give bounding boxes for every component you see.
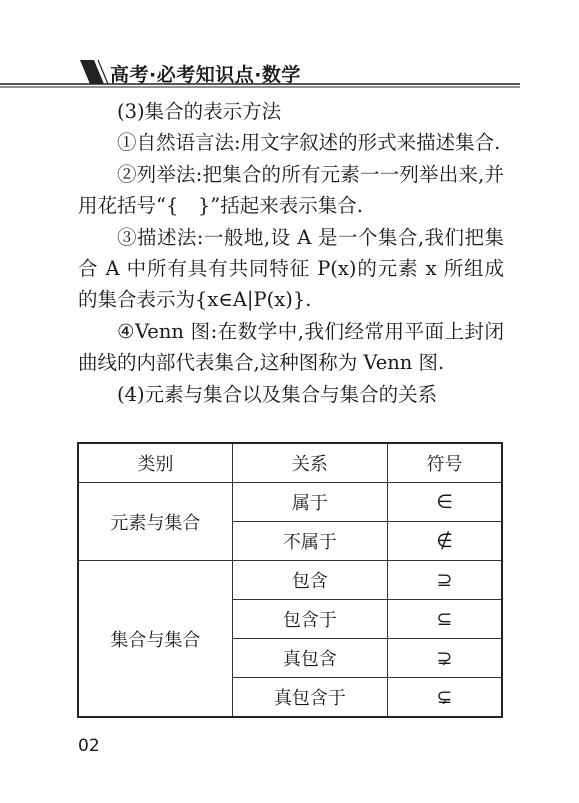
relations-table (77, 442, 503, 718)
relation-cell: 真包含于 (232, 678, 387, 718)
category-set-set: 集合与集合 (78, 561, 232, 718)
relation-cell: 属于 (232, 483, 387, 522)
header-title: 高考·必考知识点·数学 (110, 64, 301, 86)
category-element-set: 元素与集合 (78, 483, 232, 561)
relation-cell: 真包含 (232, 639, 387, 678)
header-category: 类别 (78, 443, 232, 483)
symbol-cell: ⊇ (388, 561, 503, 600)
symbol-cell: ∉ (388, 522, 503, 561)
page-number: 02 (78, 736, 100, 756)
symbol-cell: ∈ (388, 483, 503, 522)
section-heading-representation: (3)集合的表示方法 (117, 100, 282, 123)
symbol-cell: ⊊ (388, 678, 503, 718)
body-text (78, 96, 504, 410)
header-symbol: 符号 (388, 443, 503, 483)
table-row (78, 561, 502, 600)
page-header (0, 58, 579, 88)
paragraph-enumeration: ②列举法:把集合的所有元素一一列举出来,并用花括号“{ }”括起来表示集合. (78, 162, 504, 218)
relation-cell: 包含于 (232, 600, 387, 639)
table-header-row (78, 443, 502, 483)
relation-cell: 不属于 (232, 522, 387, 561)
paragraph-natural-language: ①自然语言法:用文字叙述的形式来描述集合. (117, 131, 501, 155)
section-heading-relations: (4)元素与集合以及集合与集合的关系 (117, 382, 438, 406)
symbol-cell: ⊋ (388, 639, 503, 678)
header-relation: 关系 (232, 443, 387, 483)
relation-cell: 包含 (232, 561, 387, 600)
paragraph-venn: ④Venn 图:在数学中,我们经常用平面上封闭曲线的内部代表集合,这种图称为 Venn 图. (78, 319, 504, 375)
table-row (78, 483, 502, 522)
symbol-cell: ⊆ (388, 600, 503, 639)
paragraph-description: ③描述法:一般地,设 A 是一个集合,我们把集合 A 中所有具有共同特征 P(x)的元素 x 所组成的集合表示为{x∈A|P(x)}. (78, 225, 504, 312)
